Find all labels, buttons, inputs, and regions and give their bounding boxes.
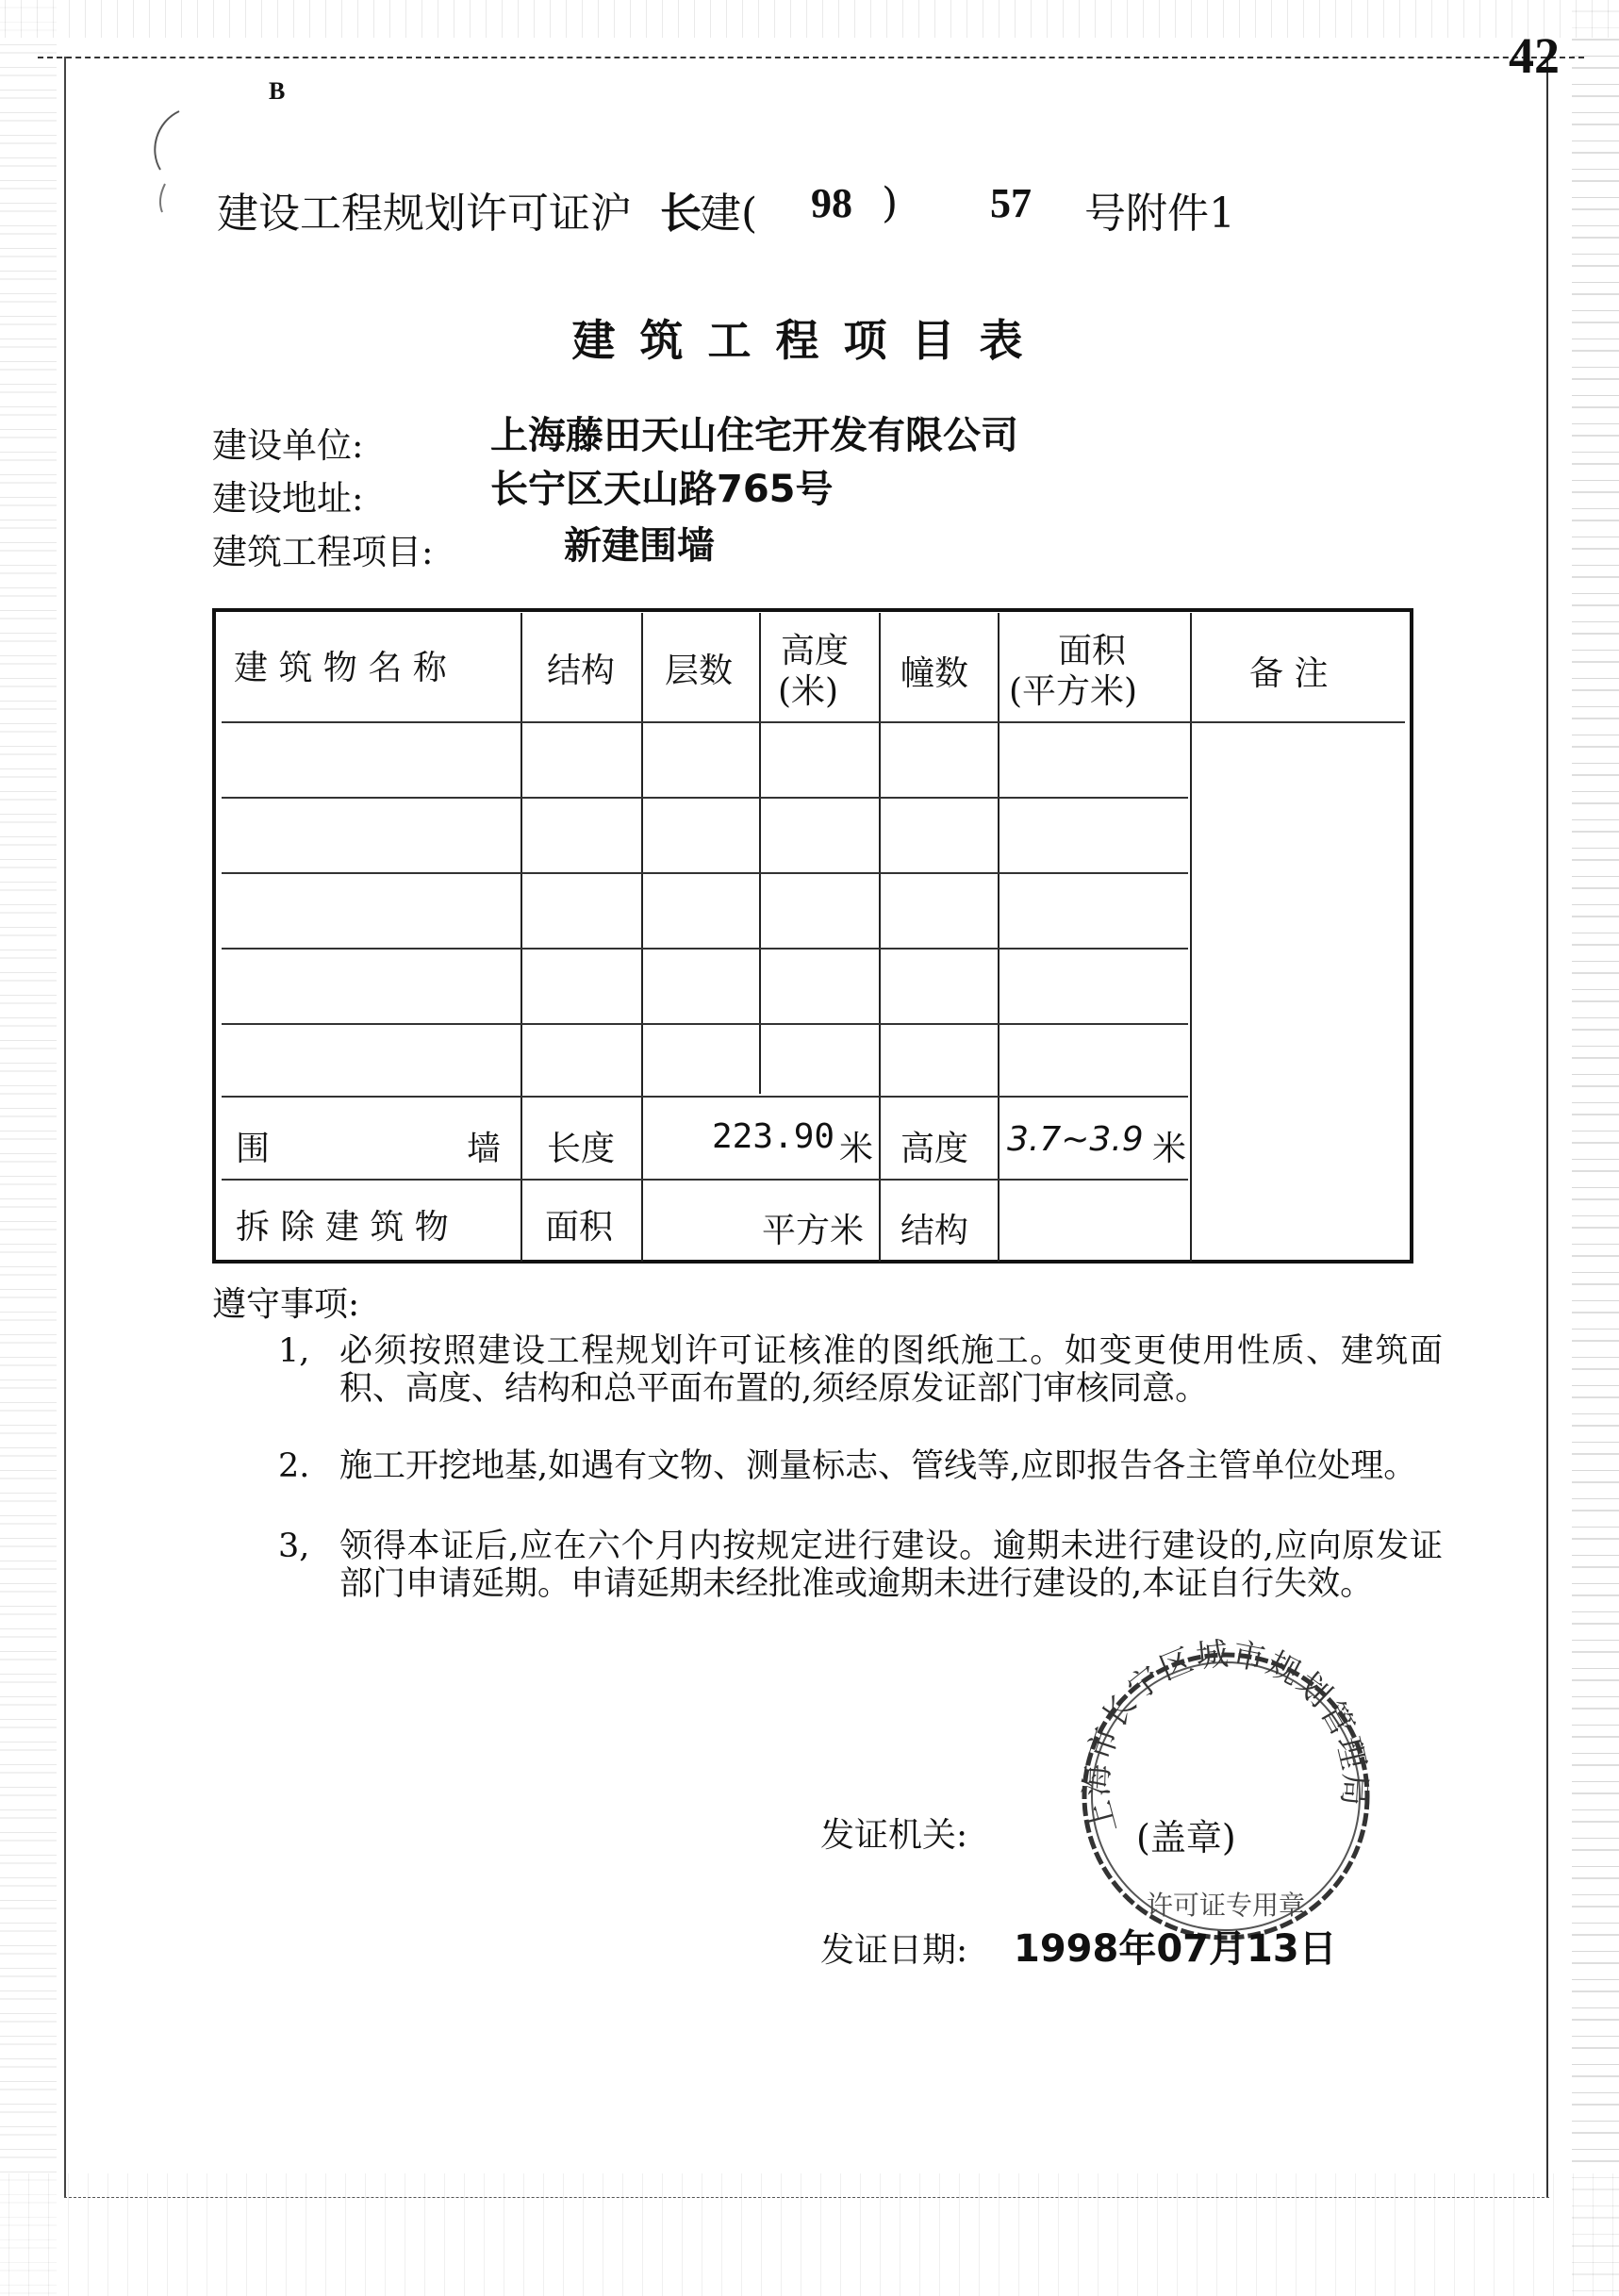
pen-stroke-icon xyxy=(141,104,198,217)
seal-outer-text: 上海市长宁区城市规划管理局 xyxy=(1078,1636,1374,1838)
frame-line-right xyxy=(1546,57,1548,2197)
document-title: 建筑工程项目表 xyxy=(571,315,1048,366)
note-text: 施工开挖地基,如遇有文物、测量标志、管线等,应即报告各主管单位处理。 xyxy=(339,1447,1417,1485)
note-item xyxy=(278,1332,1443,1408)
table-vline-4 xyxy=(879,613,881,1262)
seal-label: (盖章) xyxy=(1136,1817,1236,1858)
page-number: 42 xyxy=(1509,27,1560,84)
issuer-label: 发证机关: xyxy=(820,1816,968,1855)
table-row-line-1 xyxy=(222,797,1188,799)
table-row-line-5 xyxy=(222,1096,1188,1098)
table-row-line-2 xyxy=(222,872,1188,874)
wall-label-right: 墙 xyxy=(467,1130,502,1168)
permit-prefix: 建设工程规划许可证沪 xyxy=(217,190,632,238)
corner-mark: B xyxy=(269,77,286,105)
table-vline-3 xyxy=(759,613,761,1094)
project-value: 新建围墙 xyxy=(564,524,715,568)
wall-length-label: 长度 xyxy=(547,1130,616,1168)
permit-close-paren: ) xyxy=(882,179,899,227)
construction-address-value: 长宁区天山路765号 xyxy=(490,468,834,511)
note-number: 2. xyxy=(278,1447,310,1485)
scan-noise-bottom xyxy=(0,2173,1619,2296)
demolish-label: 拆 除 建 筑 物 xyxy=(236,1208,449,1247)
svg-text:上海市长宁区城市规划管理局 xyxy=(1079,1636,1374,1837)
header-buildings: 幢数 xyxy=(900,654,969,693)
project-label: 建筑工程项目: xyxy=(212,532,434,572)
issue-date-value: 1998年07月13日 xyxy=(1014,1927,1337,1971)
table-vline-2 xyxy=(641,613,643,1262)
note-number: 3, xyxy=(278,1528,310,1565)
demolish-structure-label: 结构 xyxy=(900,1212,969,1250)
header-building-name: 建 筑 物 名 称 xyxy=(234,649,447,687)
permit-number: 57 xyxy=(990,180,1032,226)
table-row-line-6 xyxy=(222,1179,1188,1181)
permit-district: 长 xyxy=(660,190,702,238)
wall-length-value: 223.90 xyxy=(712,1117,835,1156)
wall-height-label: 高度 xyxy=(900,1130,969,1168)
wall-height-unit: 米 xyxy=(1152,1130,1187,1168)
table-header-line xyxy=(222,721,1405,723)
wall-height-value: 3.7~3.9 xyxy=(1007,1120,1144,1159)
table-row-line-3 xyxy=(222,948,1188,950)
construction-unit-value: 上海藤田天山住宅开发有限公司 xyxy=(490,414,1018,457)
header-height-line2: (米) xyxy=(778,672,839,711)
frame-line-left xyxy=(64,57,66,2197)
frame-line-top xyxy=(38,57,1584,58)
note-text: 必须按照建设工程规划许可证核准的图纸施工。如变更使用性质、建筑面积、高度、结构和总平面布置的,须经原发证部门审核同意。 xyxy=(339,1332,1443,1408)
header-area-line1: 面积 xyxy=(1058,632,1127,670)
header-structure: 结构 xyxy=(547,652,616,690)
table-vline-1 xyxy=(520,613,522,1262)
permit-suffix: 号附件1 xyxy=(1084,190,1235,238)
scan-noise-top xyxy=(0,0,1619,38)
header-remarks: 备 注 xyxy=(1249,654,1329,693)
official-seal-icon xyxy=(1066,1636,1386,1957)
permit-year: 98 xyxy=(811,180,852,226)
construction-unit-label: 建设单位: xyxy=(212,425,364,466)
permit-kind: 建( xyxy=(700,190,758,238)
notes-title: 遵守事项: xyxy=(212,1285,360,1324)
header-area-line2: (平方米) xyxy=(1009,672,1138,711)
note-text: 领得本证后,应在六个月内按规定进行建设。逾期未进行建设的,应向原发证部门申请延期。申请延期未经批准或逾期未进行建设的,本证自行失效。 xyxy=(339,1528,1443,1603)
header-height-line1: 高度 xyxy=(781,632,850,670)
note-item xyxy=(278,1447,1443,1485)
note-number: 1, xyxy=(278,1332,310,1370)
wall-label-left: 围 xyxy=(236,1130,271,1168)
issue-date-label: 发证日期: xyxy=(820,1931,968,1970)
demolish-area-label: 面积 xyxy=(545,1208,614,1247)
construction-address-label: 建设地址: xyxy=(212,478,364,519)
demolish-area-unit: 平方米 xyxy=(762,1212,865,1250)
wall-length-unit: 米 xyxy=(839,1130,874,1168)
note-item xyxy=(278,1528,1443,1603)
table-vline-6 xyxy=(1190,613,1192,1262)
table-vline-5 xyxy=(998,613,999,1262)
table-row-line-4 xyxy=(222,1023,1188,1025)
seal-inner-text: 许可证专用章 xyxy=(1146,1890,1306,1921)
header-floors: 层数 xyxy=(665,652,734,690)
frame-line-bottom xyxy=(64,2197,1549,2198)
